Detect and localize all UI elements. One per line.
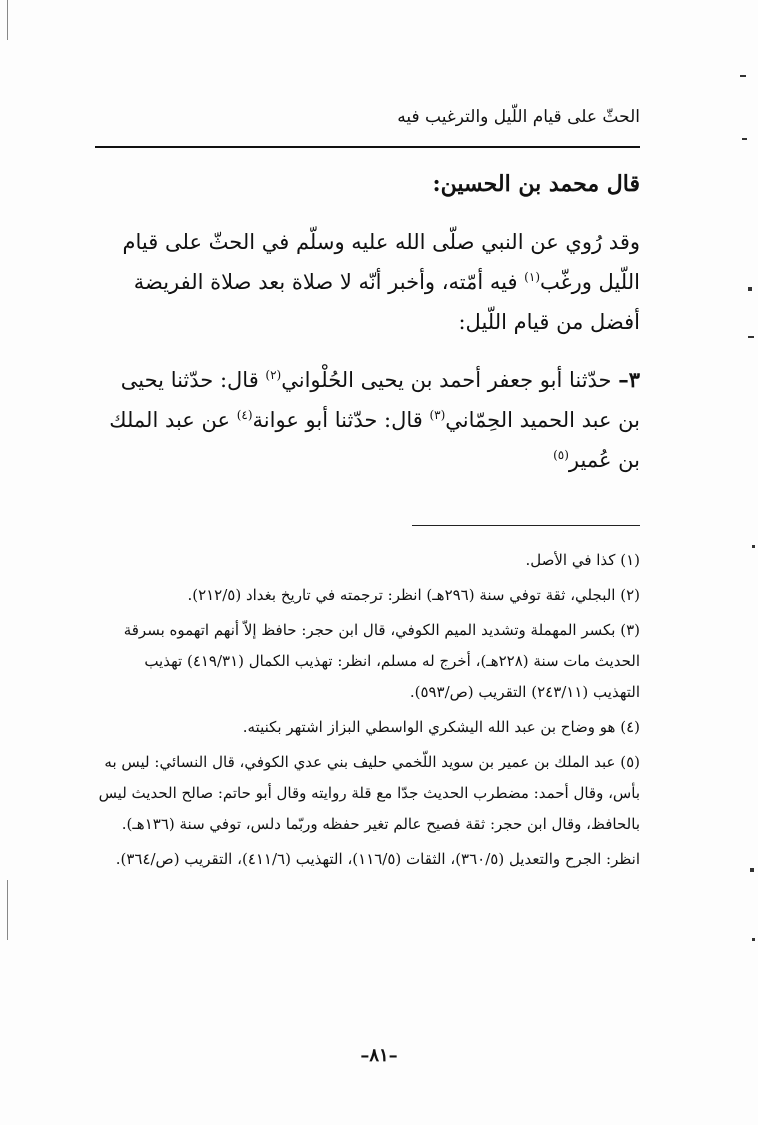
hadith-paragraph xyxy=(95,360,640,480)
speaker-heading: قال محمد بن الحسين: xyxy=(432,171,640,197)
page-number: –٨١– xyxy=(360,1045,398,1066)
intro-paragraph xyxy=(95,222,640,342)
footnote-ref-3[interactable]: (٣) xyxy=(429,408,446,422)
footnote-5: (٥) عبد الملك بن عمير بن سويد اللّخمي حليف بني عدي الكوفي، قال النسائي: ليس به بأس، وقال أحمد: مضطرب الحديث جدّا مع قلة روايته وقال أبو حاتم: صالح الحديث ليس بالحافظ، وقال ابن حجر: ثقة فصيح عالم تغير حفظه وربّما دلس، توفي سنة (١٣٦هـ). xyxy=(98,753,640,833)
hadith-text-a: حدّثنا أبو جعفر أحمد بن يحيى الحُلْواني xyxy=(281,368,619,392)
intro-text: وقد رُوي عن النبي صلّى الله عليه وسلّم في الحثّ على قيام اللّيل ورغّب xyxy=(122,230,640,294)
scan-mark xyxy=(740,75,746,77)
hadith-number: ٣– xyxy=(618,367,640,392)
hadith-text-c: قال: حدّثنا أبو عوانة xyxy=(252,408,430,432)
footnotes-list xyxy=(95,545,640,879)
footnote-1: (١) كذا في الأصل. xyxy=(525,551,640,569)
footnote-ref-5[interactable]: (٥) xyxy=(553,448,569,462)
footnote-5-sources: انظر: الجرح والتعديل (٣٦٠/٥)، الثقات (١١٦/٥)، التهذيب (٤١١/٦)، التقريب (ص/٣٦٤). xyxy=(115,850,640,868)
running-header: الحثّ على قيام اللّيل والترغيب فيه xyxy=(397,107,640,127)
scan-edge-top xyxy=(7,0,8,40)
intro-text-tail: فيه أمّته، وأخبر أنّه لا صلاة بعد صلاة الفريضة أفضل من قيام اللّيل: xyxy=(133,270,640,334)
footnote-ref-4[interactable]: (٤) xyxy=(236,408,253,422)
scan-mark xyxy=(752,938,755,941)
hadith-text-d: عن عبد الملك بن عُمير xyxy=(109,408,640,472)
scan-mark xyxy=(742,138,747,140)
footnote-3: (٣) بكسر المهملة وتشديد الميم الكوفي، قال ابن حجر: حافظ إلاّ أنهم اتهموه بسرقة الحديث مات سنة (٢٢٨هـ)، أخرج له مسلم، انظر: تهذيب الكمال (٤١٩/٣١) تهذيب التهذيب (٢٤٣/١١) التقريب (ص/٥٩٣). xyxy=(123,621,640,701)
footnote-2: (٢) البجلي، ثقة توفي سنة (٢٩٦هـ) انظر: ترجمته في تاريخ بغداد (٢١٢/٥). xyxy=(187,586,640,604)
scan-edge-bottom xyxy=(7,880,8,940)
footnote-separator xyxy=(412,525,640,526)
scan-mark xyxy=(752,545,755,548)
footnote-4: (٤) هو وضاح بن عبد الله اليشكري الواسطي البزاز اشتهر بكنيته. xyxy=(242,718,640,736)
footnote-ref-1[interactable]: (١) xyxy=(524,270,540,284)
header-rule xyxy=(95,146,640,148)
scan-mark xyxy=(750,868,754,872)
scan-mark xyxy=(748,336,754,338)
hadith-text-b: قال: حدّثنا يحيى بن عبد الحميد الحِمّاني xyxy=(120,368,640,432)
footnote-ref-2[interactable]: (٢) xyxy=(265,368,282,382)
scan-mark xyxy=(748,287,752,291)
